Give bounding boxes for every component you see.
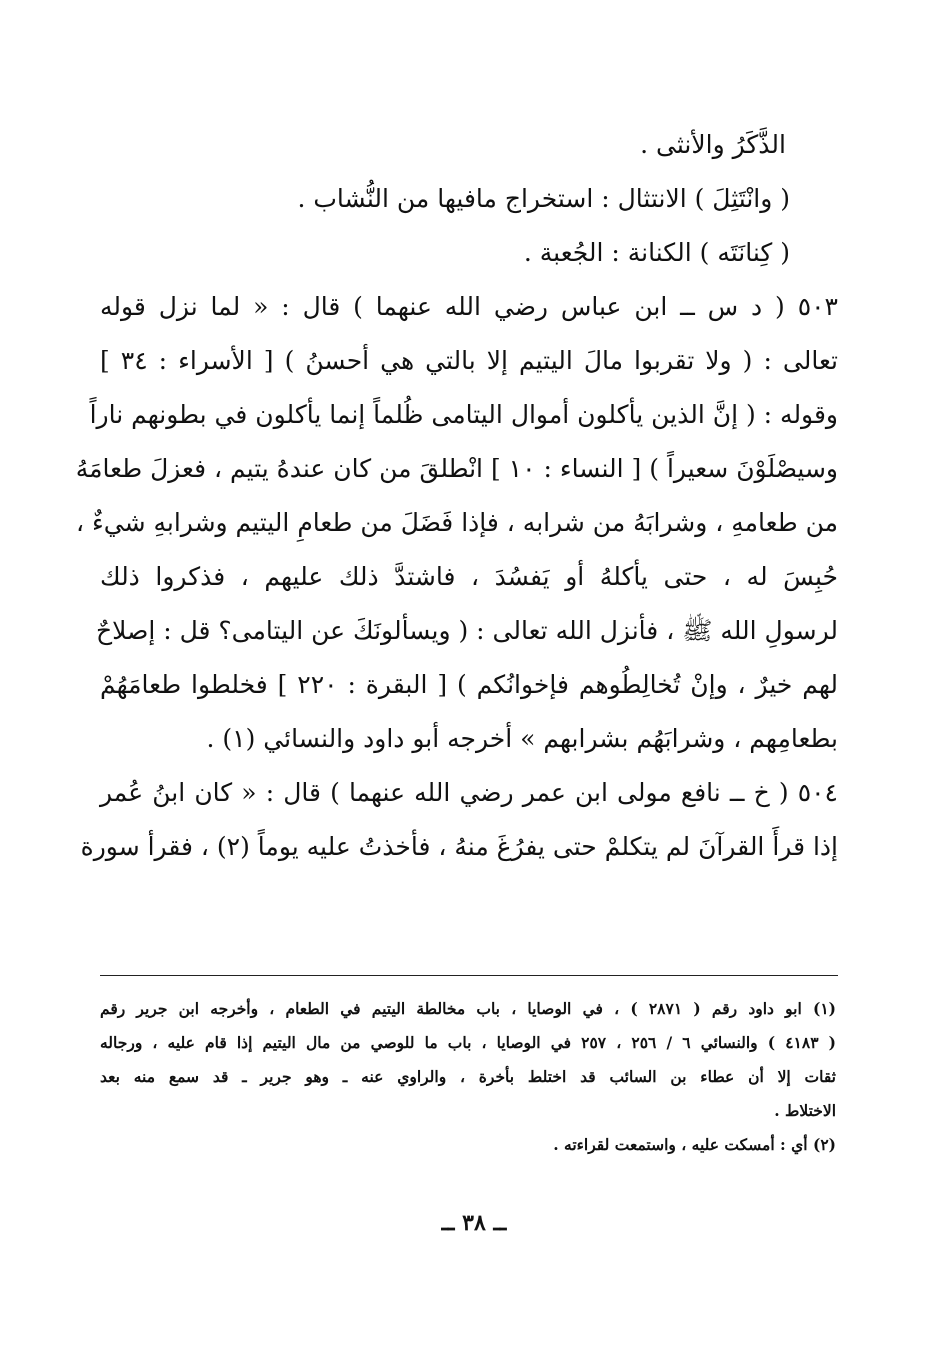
text-line: لهم خيرٌ ، وإنْ تُخالِطُوهم فإخوانُكم ) [ البقرة : ٢٢٠ ] فخلطوا طعامَهُمْ (100, 670, 838, 699)
footnote-1-cont: الاختلاط . (774, 1101, 836, 1120)
footnotes (100, 992, 836, 1162)
text-line: من طعامهِ ، وشرابَهُ من شرابه ، فإذا فَضَلَ من طعامِ اليتيم وشرابهِ شيءٌ ، (75, 508, 838, 537)
footnote-2: (٢) أي : أمسكت عليه ، واستمعت لقراءته . (553, 1135, 836, 1154)
text-line: تعالى : ( ولا تقربوا مالَ اليتيم إلا بالتي هي أحسنُ ) [ الأسراء : ٣٤ ] (100, 346, 838, 375)
hadith-504-start: ٥٠٤ ( خ ــ نافع مولى ابن عمر رضي الله عنهما ) قال : « كان ابنُ عُمر (100, 778, 838, 807)
text-line: إذا قرأَ القرآنَ لم يتكلمْ حتى يفرُغَ منهُ ، فأخذتُ عليه يوماً (٢) ، فقرأ سورة (80, 832, 838, 861)
text-line: ( وانْتَثِلَ ) الانتثال : استخراج مافيها من النُّشاب . (297, 184, 790, 213)
footnote-1-cont: ( ٤١٨٣ ) والنسائي ٦ / ٢٥٦ ، ٢٥٧ في الوصايا ، باب ما للوصي من مال اليتيم إذا قام عليه ، ورجاله (100, 1033, 836, 1052)
main-text (75, 118, 838, 874)
page-number: ــ ٣٨ ــ (441, 1210, 507, 1236)
footnote-divider (100, 975, 838, 976)
footnote-1-cont: ثقات إلا أن عطاء بن السائب قد اختلط بأخرة ، والراوي عنه ـ وهو جرير ـ قد سمع منه بعد (100, 1067, 836, 1086)
text-line: الذَّكَرُ والأنثى . (640, 130, 786, 159)
text-line: ( كِنانَتَه ) الكنانة : الجُعبة . (523, 238, 790, 267)
footnote-1: (١) ابو داود رقم ( ٢٨٧١ ) ، في الوصايا ، باب مخالطة اليتيم في الطعام ، وأخرجه ابن جرير رقم (100, 999, 836, 1018)
text-line: لرسولِ الله ﷺ ، فأنزل الله تعالى : ( ويسألونَكَ عن اليتامى؟ قل : إصلاحٌ (96, 616, 838, 645)
text-line: حُبِسَ له ، حتى يأكلهُ أو يَفسُدَ ، فاشتدَّ ذلك عليهم ، فذكروا ذلك (100, 562, 838, 591)
text-line: بطعامِهم ، وشرابَهُم بشرابهم » أخرجه أبو داود والنسائي (١) . (206, 724, 838, 753)
text-line: وقوله : ( إنَّ الذين يأكلون أموال اليتامى ظُلماً إنما يأكلون في بطونهم ناراً (89, 400, 838, 429)
hadith-503-start: ٥٠٣ ( د س ــ ابن عباس رضي الله عنهما ) قال : « لما نزل قوله (100, 292, 838, 321)
text-line: وسيصْلَوْنَ سعيراً ) [ النساء : ١٠ ] انْطلقَ من كان عندهُ يتيم ، فعزلَ طعامَهُ (75, 454, 838, 483)
